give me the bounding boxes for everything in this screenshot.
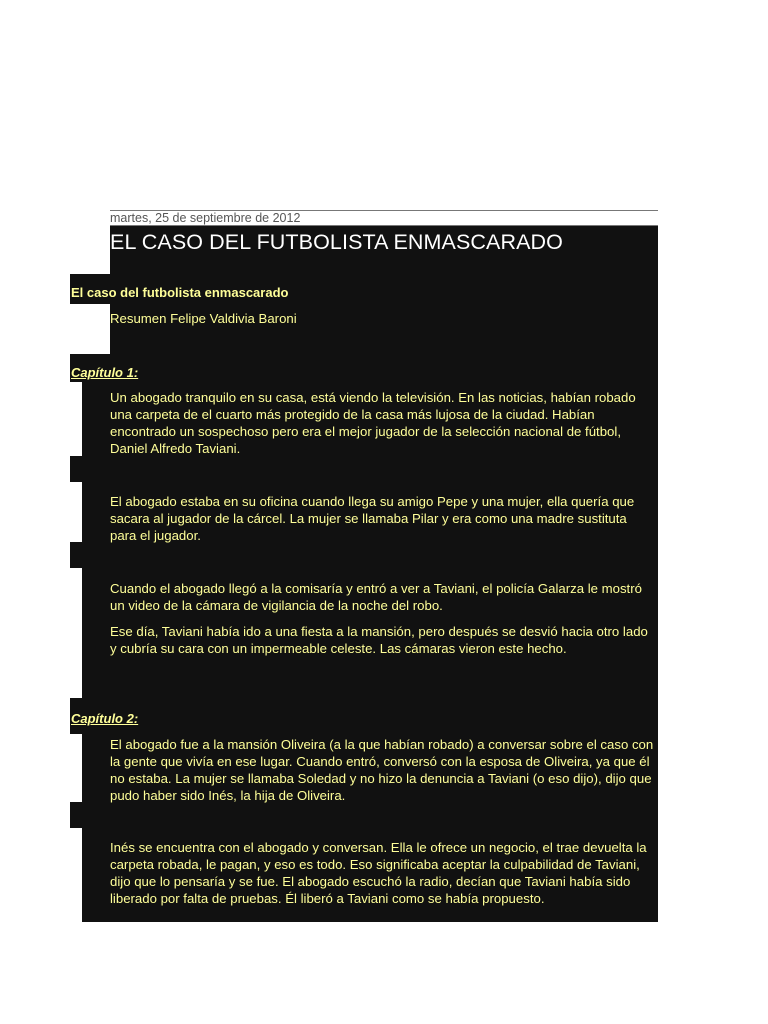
chapter1-paragraph: Cuando el abogado llegó a la comisaría y entró a ver a Taviani, el policía Galarza le mostró un video de la cámara de vigilancia de la noche del robo. (110, 581, 642, 613)
header-rule-bottom (110, 225, 658, 226)
post-title: EL CASO DEL FUTBOLISTA ENMASCARADO (110, 230, 564, 254)
post-date: martes, 25 de septiembre de 2012 (110, 211, 301, 225)
chapter2-heading-background (70, 698, 658, 734)
margin-mark (70, 542, 82, 568)
chapter1-heading: Capítulo 1: (71, 365, 139, 380)
chapter1-paragraph: Un abogado tranquilo en su casa, está viendo la televisión. En las noticias, habían robado una carpeta de el cuarto más protegido de la casa más lujosa de la ciudad. Habían encontrado un sospechoso pero era el mejor jugador de la selección nacional de fútbol, Daniel Alfredo Taviani. (110, 390, 636, 456)
chapter2-heading: Capítulo 2: (71, 711, 139, 726)
chapter1-heading-background (70, 354, 658, 382)
margin-mark (70, 456, 82, 482)
summary-line: Resumen Felipe Valdivia Baroni (110, 311, 297, 326)
chapter2-paragraph: Inés se encuentra con el abogado y conversan. Ella le ofrece un negocio, el trae devuelta la carpeta robada, le pagan, y eso es todo. Eso significaba aceptar la culpabilidad de Taviani, dijo que lo pensaría y se fue. El abogado escuchó la radio, decían que Taviani había sido liberado por falta de pruebas. Él liberó a Taviani como se había propuesto. (110, 840, 647, 906)
post-subtitle: El caso del futbolista enmascarado (71, 285, 289, 300)
chapter2-paragraph: El abogado fue a la mansión Oliveira (a la que habían robado) a conversar sobre el caso con la gente que vivía en ese lugar. Cuando entró, conversó con la esposa de Oliveira, ya que él no estaba. La mujer se llamaba Soledad y no hizo la denuncia a Taviani (o eso dijo), dijo que pudo haber sido Inés, la hija de Oliveira. (110, 737, 654, 803)
chapter1-paragraph: Ese día, Taviani había ido a una fiesta a la mansión, pero después se desvió hacia otro lado y cubría su cara con un impermeable celeste. Las cámaras vieron este hecho. (110, 624, 648, 656)
margin-mark (70, 802, 82, 828)
chapter1-paragraph: El abogado estaba en su oficina cuando llega su amigo Pepe y una mujer, ella quería que sacara al jugador de la cárcel. La mujer se llamaba Pilar y era como una madre sustituta para el jugador. (110, 494, 635, 543)
